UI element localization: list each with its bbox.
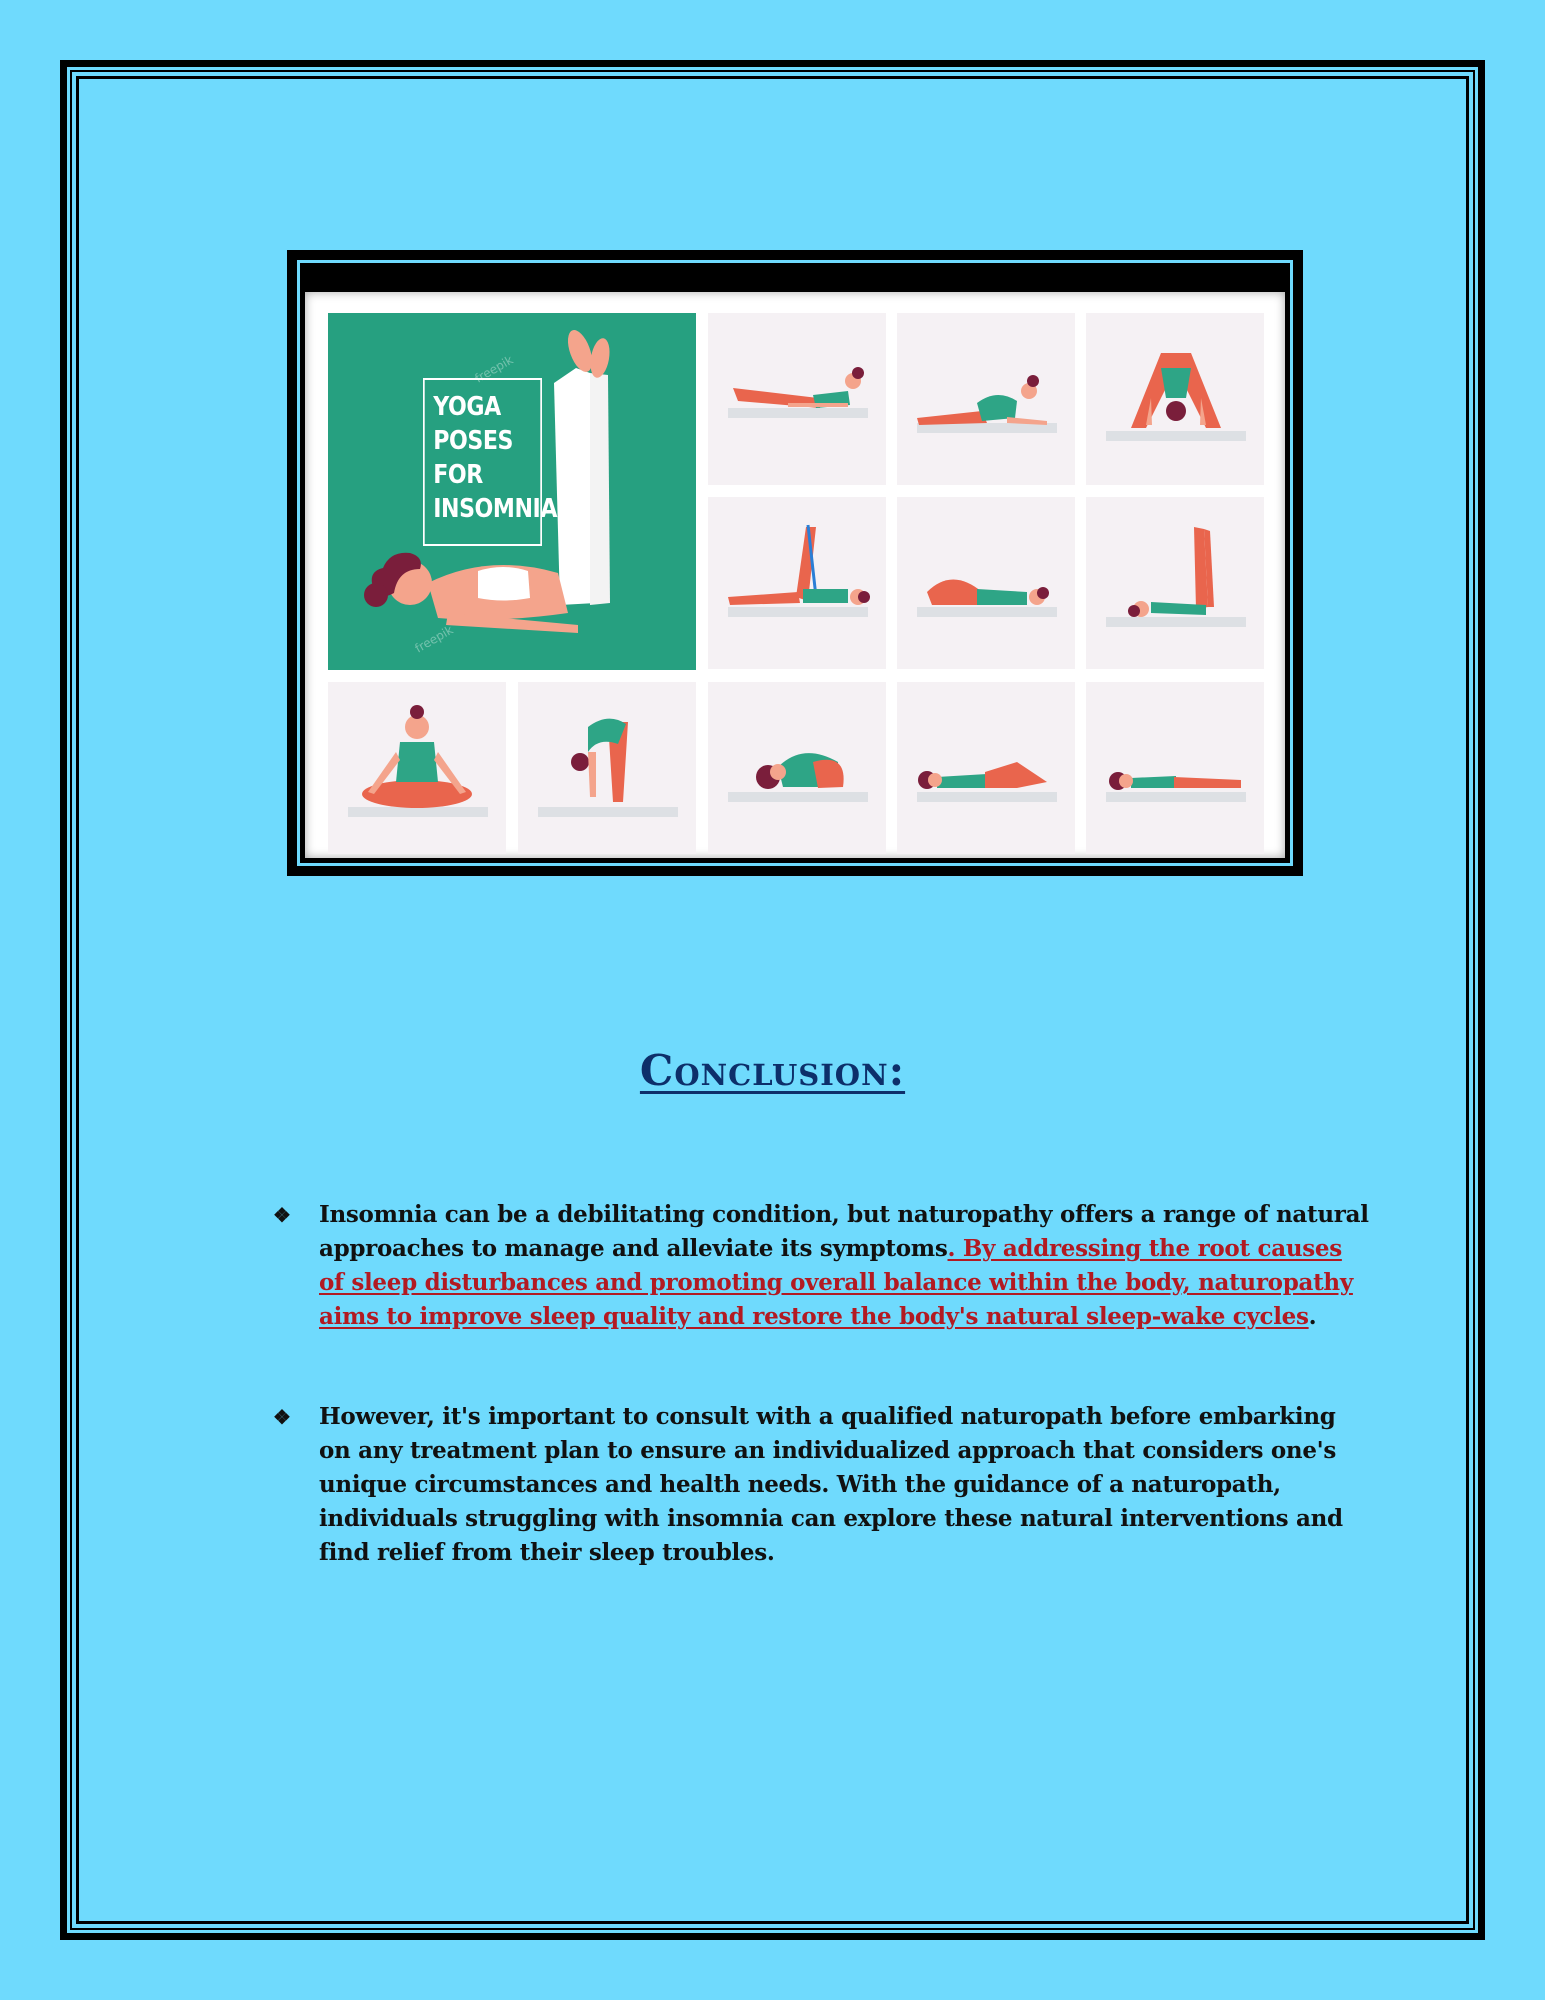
pose-tile-standing-forward-bend (1086, 313, 1264, 485)
hero-title-line-2: POSES (433, 426, 513, 456)
pose-tile-reclining-hero (897, 497, 1075, 669)
diamond-bullet-icon: ❖ (273, 1203, 291, 1227)
hero-title-line-3: FOR (433, 460, 483, 490)
pose-tile-reclining-bound-angle (897, 682, 1075, 854)
conclusion-bullet-list (270, 1198, 1370, 1570)
hero-panel (328, 313, 696, 670)
pose-tile-sphinx (897, 313, 1075, 485)
svg-text:freepik: freepik (412, 622, 456, 656)
hero-title (423, 378, 558, 546)
yoga-poses-illustration (305, 292, 1285, 858)
bullet-1-highlighted-text[interactable]: . By addressing the root causes of sleep disturbances and promoting overall balance within the body, naturopathy aims to improve sleep quality and restore the body's natural sleep-wake cycles (319, 1235, 1353, 1330)
bullet-1-text-end: . (1308, 1303, 1317, 1330)
pose-tile-butterfly (708, 682, 886, 854)
pose-tile-reclining-big-toe (708, 497, 886, 669)
conclusion-heading (0, 1046, 1545, 1095)
bullet-1-text: Insomnia can be a debilitating condition, but naturopathy offers a range of natural approaches to manage and alleviate its symptoms (319, 1201, 1369, 1262)
pose-tile-plow-legs-up (1086, 497, 1264, 669)
hero-title-line-1: YOGA (433, 392, 501, 422)
pose-tile-locust (708, 313, 886, 485)
pose-tile-lotus (328, 682, 506, 854)
pose-tile-forward-fold (518, 682, 696, 854)
bullet-2-text: However, it's important to consult with a qualified naturopath before embarking on any treatment plan to ensure an individualized approach that considers one's unique circumstances and health needs. With the guidance of a naturopath, individuals struggling with insomnia can explore these natural interventions and find relief from their sleep troubles. (319, 1403, 1343, 1566)
bullet-item-1 (270, 1198, 1370, 1334)
hero-title-line-4: INSOMNIA (433, 494, 558, 524)
diamond-bullet-icon: ❖ (273, 1405, 291, 1429)
bullet-item-2 (270, 1400, 1370, 1570)
figure-frame (287, 250, 1303, 876)
pose-tile-corpse (1086, 682, 1264, 854)
svg-text:freepik: freepik (472, 352, 516, 386)
conclusion-heading-text: Conclusion: (639, 1046, 906, 1095)
